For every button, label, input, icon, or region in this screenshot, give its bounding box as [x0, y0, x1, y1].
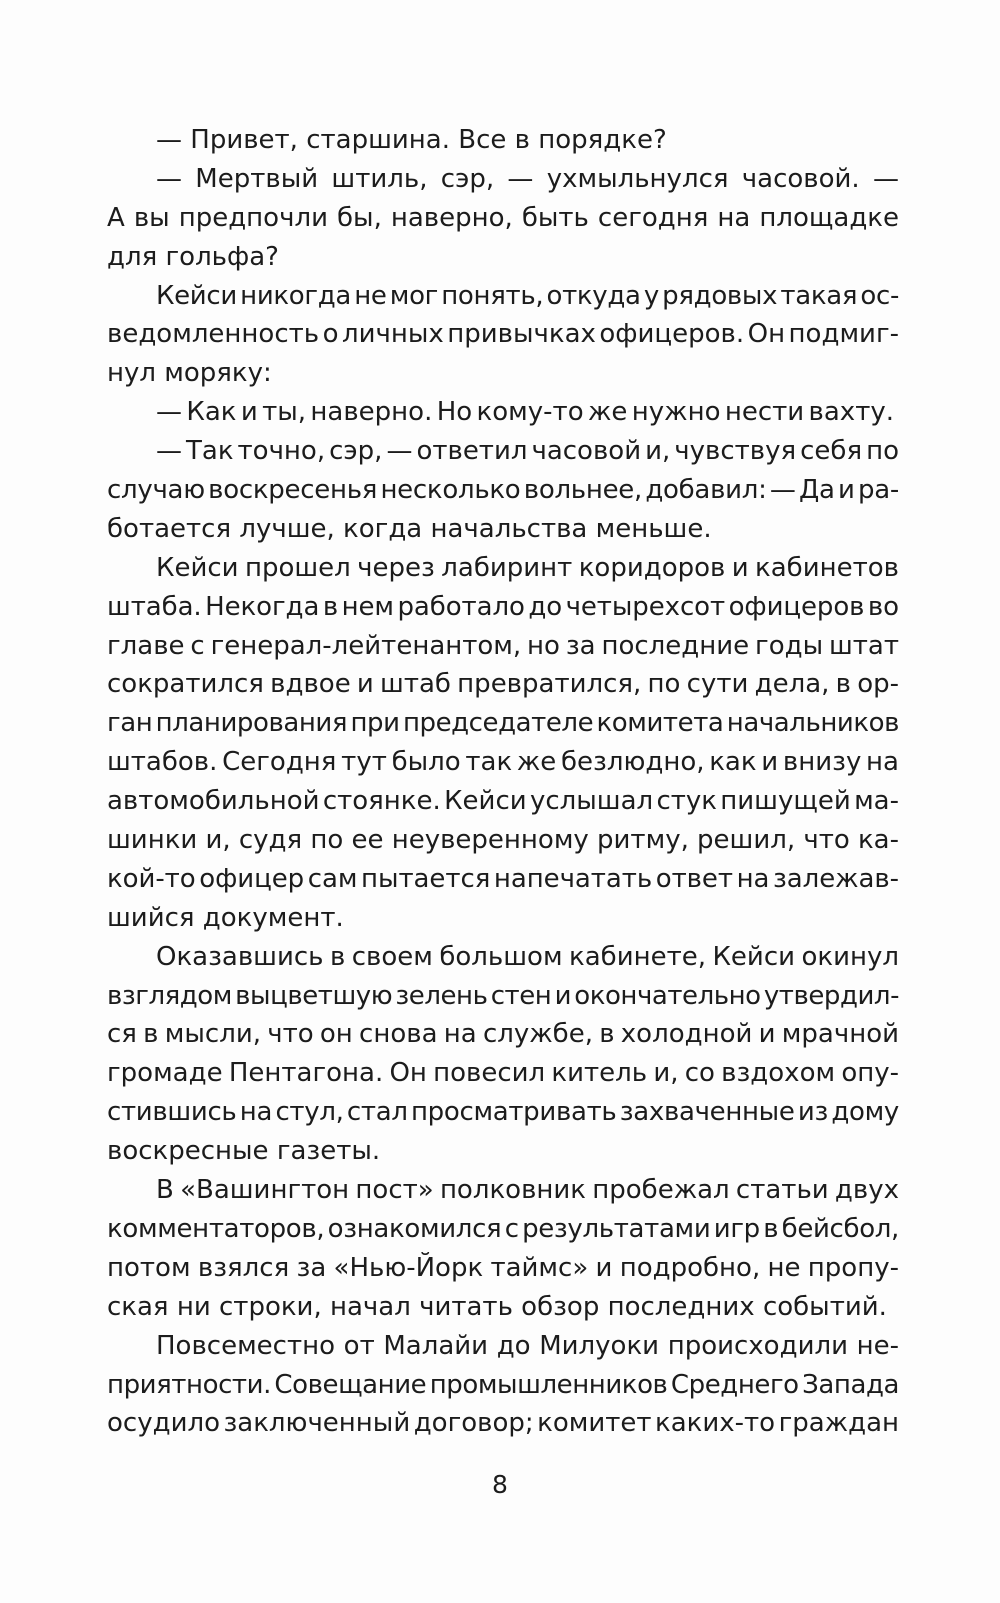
text-line: стившись на стул, стал просматривать захваченные из дому — [107, 1097, 899, 1128]
text-line: штабов. Сегодня тут было так же безлюдно, как и внизу на — [107, 747, 899, 778]
text-line: ган планирования при председателе комитета начальников — [107, 708, 899, 739]
text-line: Повсеместно от Малайи до Милуоки происходили не- — [156, 1330, 899, 1361]
text-line: — Как и ты, наверно. Но кому-то же нужно нести вахту. — [156, 397, 894, 428]
text-line: воскресные газеты. — [107, 1136, 381, 1167]
text-line: для гольфа? — [107, 241, 279, 272]
text-line: ся в мысли, что он снова на службе, в холодной и мрачной — [107, 1019, 899, 1050]
text-line: В «Вашингтон пост» полковник пробежал статьи двух — [156, 1175, 899, 1206]
text-line: шийся документ. — [107, 902, 344, 933]
text-line: штаба. Некогда в нем работало до четырехсот офицеров во — [107, 591, 899, 622]
text-line: — Мертвый штиль, сэр, — ухмыльнулся часовой. — — [156, 163, 899, 194]
text-line: комментаторов, ознакомился с результатами игр в бейсбол, — [107, 1213, 899, 1244]
page-number: 8 — [492, 1470, 508, 1499]
text-line: кой-то офицер сам пытается напечатать ответ на залежав- — [107, 863, 899, 894]
page-text — [107, 121, 899, 1443]
text-line: — Так точно, сэр, — ответил часовой и, чувствуя себя по — [156, 436, 899, 467]
text-line: ботается лучше, когда начальства меньше. — [107, 513, 712, 544]
text-line: ведомленность о личных привычках офицеров. Он подмиг- — [107, 319, 899, 350]
text-line: случаю воскресенья несколько вольнее, добавил: — Да и ра- — [107, 475, 899, 506]
text-line: Кейси никогда не мог понять, откуда у рядовых такая ос- — [156, 280, 899, 311]
text-line: громаде Пентагона. Он повесил китель и, со вздохом опу- — [107, 1058, 899, 1089]
text-line: сократился вдвое и штаб превратился, по сути дела, в ор- — [107, 669, 899, 700]
text-line: Оказавшись в своем большом кабинете, Кейси окинул — [156, 941, 899, 972]
text-line: — Привет, старшина. Все в порядке? — [156, 125, 667, 155]
text-line: автомобильной стоянке. Кейси услышал стук пишущей ма- — [107, 786, 899, 817]
text-line: главе с генерал-лейтенантом, но за последние годы штат — [107, 630, 899, 661]
text-line: потом взялся за «Нью-Йорк таймс» и подробно, не пропу- — [107, 1252, 899, 1283]
text-line: приятности. Совещание промышленников Среднего Запада — [107, 1369, 899, 1400]
text-line: шинки и, судя по ее неуверенному ритму, решил, что ка- — [107, 825, 899, 856]
text-line: нул моряку: — [107, 358, 272, 389]
text-line: ская ни строки, начал читать обзор последних событий. — [107, 1291, 887, 1322]
text-line: взглядом выцветшую зелень стен и окончательно утвердил- — [107, 980, 899, 1011]
text-line: А вы предпочли бы, наверно, быть сегодня на площадке — [107, 202, 899, 233]
text-line: осудило заключенный договор; комитет каких-то граждан — [107, 1408, 899, 1439]
text-line: Кейси прошел через лабиринт коридоров и кабинетов — [156, 552, 899, 583]
